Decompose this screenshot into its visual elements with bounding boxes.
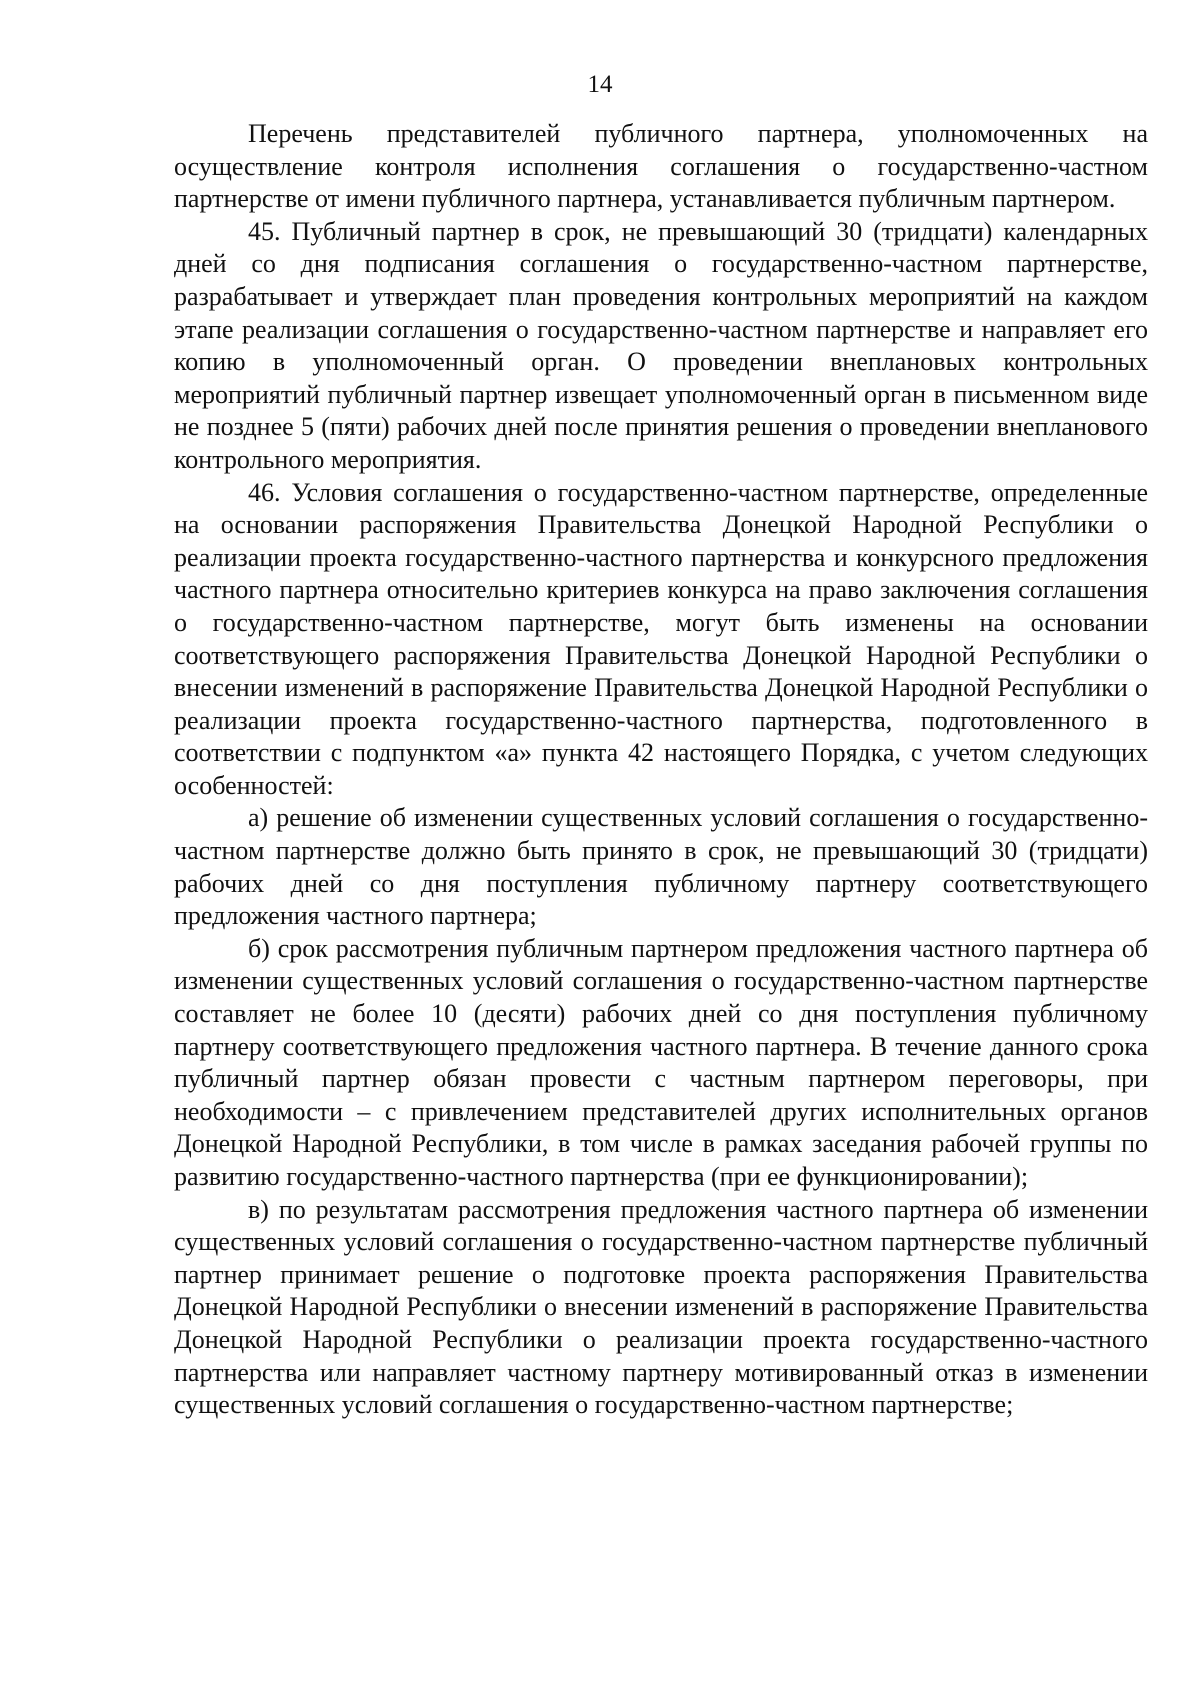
paragraph-46: 46. Условия соглашения о государственно-частном партнерстве, определенные на основании распоряжения Правительства Донецкой Народной Республики о реализации проекта государственно-частного партнерства и конкурсного предложения частного партнера относительно критериев конкурса на право заключения соглашения о государственно-частном партнерстве, могут быть изменены на основании соответствующего распоряжения Правительства Донецкой Народной Республики о внесении изменений в распоряжение Правительства Донецкой Народной Республики о реализации проекта государственно-частного партнерства, подготовленного в соответствии с подпунктом «а» пункта 42 настоящего Порядка, с учетом следующих особенностей: bbox=[174, 477, 1148, 800]
subparagraph-a: а) решение об изменении существенных условий соглашения о государственно-частном партнерстве должно быть принято в срок, не превышающий 30 (тридцати) рабочих дней со дня поступления публичному партнеру соответствующего предложения частного партнера; bbox=[174, 803, 1148, 931]
subparagraph-b: б) срок рассмотрения публичным партнером предложения частного партнера об изменении существенных условий соглашения о государственно-частном партнерстве составляет не более 10 (десяти) рабочих дней со дня поступления публичному партнеру соответствующего предложения частного партнера. В течение данного срока публичный партнер обязан провести с частным партнером переговоры, при необходимости – с привлечением представителей других исполнительных органов Донецкой Народной Республики, в том числе в рамках заседания рабочей группы по развитию государственно-частного партнерства (при ее функционировании); bbox=[174, 933, 1148, 1191]
paragraph-45: 45. Публичный партнер в срок, не превышающий 30 (тридцати) календарных дней со дня подписания соглашения о государственно-частном партнерстве, разрабатывает и утверждает план проведения контрольных мероприятий на каждом этапе реализации соглашения о государственно-частном партнерстве и направляет его копию в уполномоченный орган. О проведении внеплановых контрольных мероприятий публичный партнер извещает уполномоченный орган в письменном виде не позднее 5 (пяти) рабочих дней после принятия решения о проведении внепланового контрольного мероприятия. bbox=[174, 216, 1148, 474]
subparagraph-v: в) по результатам рассмотрения предложения частного партнера об изменении существенных условий соглашения о государственно-частном партнерстве публичный партнер принимает решение о подготовке проекта распоряжения Правительства Донецкой Народной Республики о внесении изменений в распоряжение Правительства Донецкой Народной Республики о реализации проекта государственно-частного партнерства или направляет частному партнеру мотивированный отказ в изменении существенных условий соглашения о государственно-частном партнерстве; bbox=[174, 1194, 1148, 1420]
document-body bbox=[174, 118, 1148, 1422]
paragraph-representatives-list: Перечень представителей публичного партнера, уполномоченных на осуществление контроля исполнения соглашения о государственно-частном партнерстве от имени публичного партнера, устанавливается публичным партнером. bbox=[174, 119, 1148, 214]
page-number: 14 bbox=[587, 71, 613, 98]
